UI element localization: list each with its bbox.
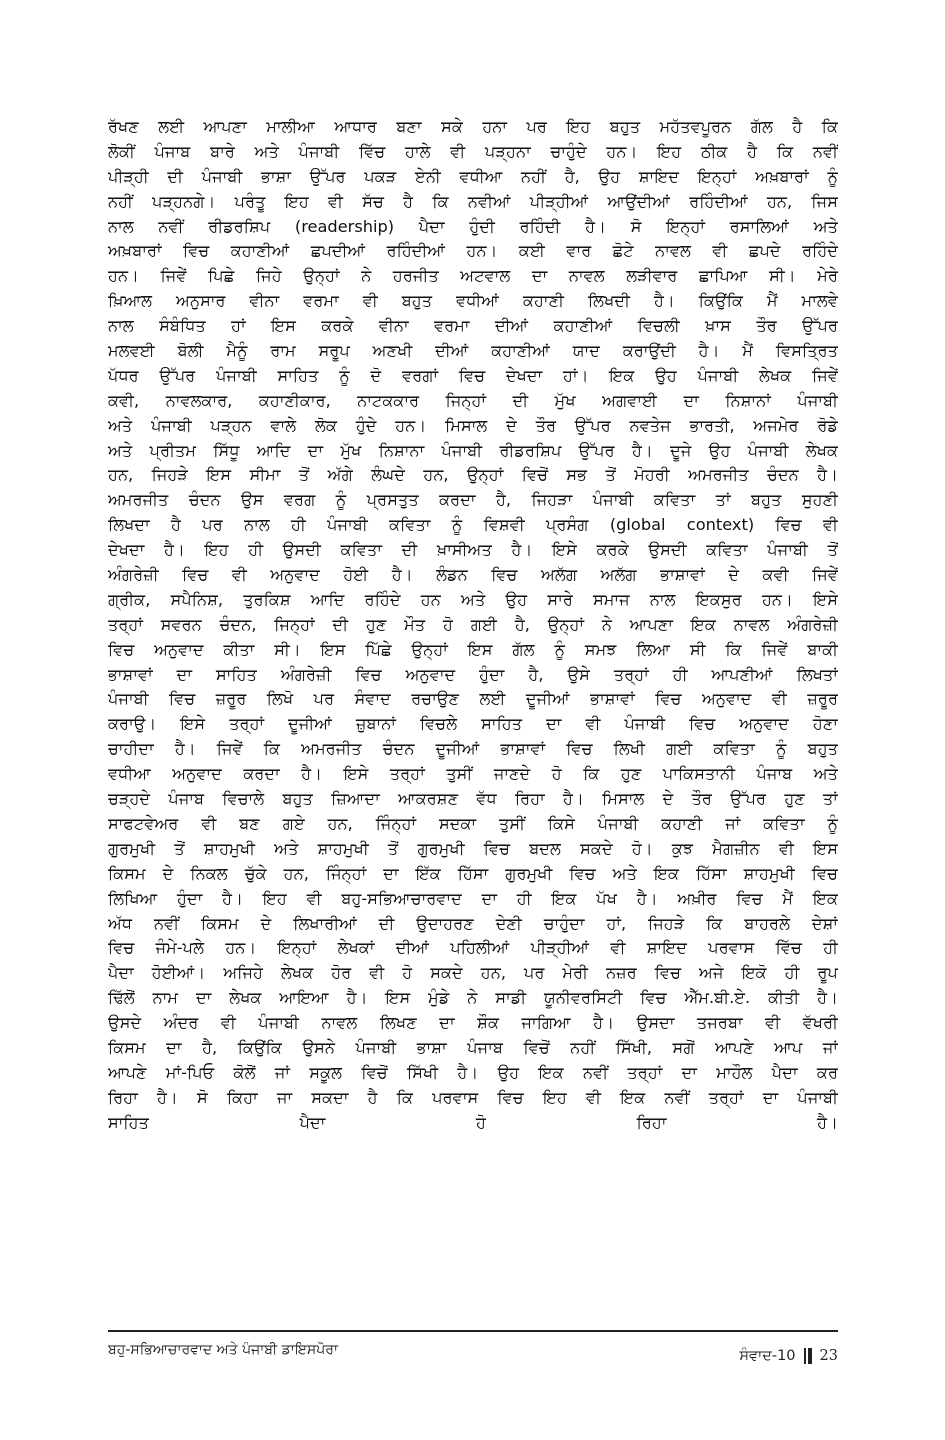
text-line <box>108 1136 838 1161</box>
text-line: ਲੋਕੀਂ ਪੰਜਾਬ ਬਾਰੇ ਅਤੇ ਪੰਜਾਬੀ ਵਿੱਚ ਹਾਲੇ ਵੀ ਪੜ੍ਹਨਾ ਚਾਹੁੰਦੇ ਹਨ। ਇਹ ਠੀਕ ਹੈ ਕਿ ਨਵੀਂ <box>108 141 838 161</box>
text-line: ਕਰਾਉ। ਇਸੇ ਤਰ੍ਹਾਂ ਦੂਜੀਆਂ ਜ਼ੁਬਾਨਾਂ ਵਿਚਲੇ ਸਾਹਿਤ ਦਾ ਵੀ ਪੰਜਾਬੀ ਵਿਚ ਅਨੁਵਾਦ ਹੋਣਾ <box>108 714 838 734</box>
text-line: ਪੰਜਾਬੀ ਵਿਚ ਜ਼ਰੂਰ ਲਿਖੋ ਪਰ ਸੰਵਾਦ ਰਚਾਉਣ ਲਈ ਦੂਜੀਆਂ ਭਾਸ਼ਾਵਾਂ ਵਿਚ ਅਨੁਵਾਦ ਵੀ ਜ਼ਰੂਰ <box>108 689 838 709</box>
text-line: ਅਮਰਜੀਤ ਚੰਦਨ ਉਸ ਵਰਗ ਨੂੰ ਪ੍ਰਸਤੁਤ ਕਰਦਾ ਹੈ, ਜਿਹੜਾ ਪੰਜਾਬੀ ਕਵਿਤਾ ਤਾਂ ਬਹੁਤ ਸੁਹਣੀ <box>108 490 838 510</box>
text-line: ਦੇਖਦਾ ਹੈ। ਇਹ ਹੀ ਉਸਦੀ ਕਵਿਤਾ ਦੀ ਖ਼ਾਸੀਅਤ ਹੈ। ਇਸੇ ਕਰਕੇ ਉਸਦੀ ਕਵਿਤਾ ਪੰਜਾਬੀ ਤੋਂ <box>108 540 838 560</box>
text-line: ਅਤੇ ਪੰਜਾਬੀ ਪੜ੍ਹਨ ਵਾਲੇ ਲੋਕ ਹੁੰਦੇ ਹਨ। ਮਿਸਾਲ ਦੇ ਤੌਰ ਉੱਪਰ ਨਵਤੇਜ ਭਾਰਤੀ, ਅਜਮੇਰ ਰੋਡੇ <box>108 415 838 435</box>
text-line: ਕਿਸਮ ਦੇ ਨਿਕਲ ਚੁੱਕੇ ਹਨ, ਜਿੰਨ੍ਹਾਂ ਦਾ ਇੱਕ ਹਿੱਸਾ ਗੁਰਮੁਖੀ ਵਿਚ ਅਤੇ ਇਕ ਹਿੱਸਾ ਸ਼ਾਹਮੁਖੀ ਵਿਚ <box>108 863 838 883</box>
text-line: ਤਰ੍ਹਾਂ ਸਵਰਨ ਚੰਦਨ, ਜਿਨ੍ਹਾਂ ਦੀ ਹੁਣ ਮੌਤ ਹੋ ਗਈ ਹੈ, ਉਨ੍ਹਾਂ ਨੇ ਆਪਣਾ ਇਕ ਨਾਵਲ ਅੰਗਰੇਜ਼ੀ <box>108 614 838 634</box>
text-line: ਨਾਲ ਸੰਬੰਧਿਤ ਹਾਂ ਇਸ ਕਰਕੇ ਵੀਨਾ ਵਰਮਾ ਦੀਆਂ ਕਹਾਣੀਆਂ ਵਿਚਲੀ ਖ਼ਾਸ ਤੌਰ ਉੱਪਰ <box>108 316 838 336</box>
separator-bars-icon <box>804 1348 812 1364</box>
text-line: ਲਿਖਿਆ ਹੁੰਦਾ ਹੈ। ਇਹ ਵੀ ਬਹੁ-ਸਭਿਆਚਾਰਵਾਦ ਦਾ ਹੀ ਇਕ ਪੱਖ ਹੈ। ਅਖ਼ੀਰ ਵਿਚ ਮੈਂ ਇਕ <box>108 888 838 908</box>
text-line: ਉਸਦੇ ਅੰਦਰ ਵੀ ਪੰਜਾਬੀ ਨਾਵਲ ਲਿਖਣ ਦਾ ਸ਼ੌਕ ਜਾਗਿਆ ਹੈ। ਉਸਦਾ ਤਜਰਬਾ ਵੀ ਵੱਖਰੀ <box>108 1013 838 1033</box>
text-line: ਢਿੱਲੋਂ ਨਾਮ ਦਾ ਲੇਖਕ ਆਇਆ ਹੈ। ਇਸ ਮੁੰਡੇ ਨੇ ਸਾਡੀ ਯੂਨੀਵਰਸਿਟੀ ਵਿਚ ਐੱਮ.ਬੀ.ਏ. ਕੀਤੀ ਹੈ। <box>108 988 838 1008</box>
text-line: ਪੱਧਰ ਉੱਪਰ ਪੰਜਾਬੀ ਸਾਹਿਤ ਨੂੰ ਦੋ ਵਰਗਾਂ ਵਿਚ ਦੇਖਦਾ ਹਾਂ। ਇਕ ਉਹ ਪੰਜਾਬੀ ਲੇਖਕ ਜਿਵੇਂ <box>108 365 838 385</box>
text-line: ਕਵੀ, ਨਾਵਲਕਾਰ, ਕਹਾਣੀਕਾਰ, ਨਾਟਕਕਾਰ ਜਿਨ੍ਹਾਂ ਦੀ ਮੁੱਖ ਅਗਵਾਈ ਦਾ ਨਿਸ਼ਾਨਾਂ ਪੰਜਾਬੀ <box>108 390 838 410</box>
body-text <box>108 115 838 1160</box>
text-line: ਗੁਰਮੁਖੀ ਤੋਂ ਸ਼ਾਹਮੁਖੀ ਅਤੇ ਸ਼ਾਹਮੁਖੀ ਤੋਂ ਗੁਰਮੁਖੀ ਵਿਚ ਬਦਲ ਸਕਦੇ ਹੋ। ਕੁਝ ਮੈਗਜ਼ੀਨ ਵੀ ਇਸ <box>108 838 838 858</box>
text-line: ਰੱਖਣ ਲਈ ਆਪਣਾ ਮਾਲੀਆ ਆਧਾਰ ਬਣਾ ਸਕੇ ਹਨਾ ਪਰ ਇਹ ਬਹੁਤ ਮਹੱਤਵਪੂਰਨ ਗੱਲ ਹੈ ਕਿ <box>108 117 838 136</box>
text-line: ਚਾਹੀਦਾ ਹੈ। ਜਿਵੇਂ ਕਿ ਅਮਰਜੀਤ ਚੰਦਨ ਦੂਜੀਆਂ ਭਾਸ਼ਾਵਾਂ ਵਿਚ ਲਿਖੀ ਗਈ ਕਵਿਤਾ ਨੂੰ ਬਹੁਤ <box>108 739 838 759</box>
text-line: ਰਿਹਾ ਹੈ। ਸੋ ਕਿਹਾ ਜਾ ਸਕਦਾ ਹੈ ਕਿ ਪਰਵਾਸ ਵਿਚ ਇਹ ਵੀ ਇਕ ਨਵੀਂ ਤਰ੍ਹਾਂ ਦਾ ਪੰਜਾਬੀ <box>108 1087 838 1107</box>
text-line: ਭਾਸ਼ਾਵਾਂ ਦਾ ਸਾਹਿਤ ਅੰਗਰੇਜ਼ੀ ਵਿਚ ਅਨੁਵਾਦ ਹੁੰਦਾ ਹੈ, ਉਸੇ ਤਰ੍ਹਾਂ ਹੀ ਆਪਣੀਆਂ ਲਿਖਤਾਂ <box>108 664 838 684</box>
page-number: 23 <box>819 1348 838 1364</box>
text-line: ਨਹੀਂ ਪੜ੍ਹਨਗੇ। ਪਰੰਤੂ ਇਹ ਵੀ ਸੱਚ ਹੈ ਕਿ ਨਵੀਆਂ ਪੀੜ੍ਹੀਆਂ ਆਉਂਦੀਆਂ ਰਹਿੰਦੀਆਂ ਹਨ, ਜਿਸ <box>108 191 838 211</box>
footer-rule <box>108 1330 838 1332</box>
text-line: ਸਾਫਟਵੇਅਰ ਵੀ ਬਣ ਗਏ ਹਨ, ਜਿੰਨ੍ਹਾਂ ਸਦਕਾ ਤੁਸੀਂ ਕਿਸੇ ਪੰਜਾਬੀ ਕਹਾਣੀ ਜਾਂ ਕਵਿਤਾ ਨੂੰ <box>108 813 838 833</box>
text-line: ਗ੍ਰੀਕ, ਸਪੈਨਿਸ਼, ਤੁਰਕਿਸ਼ ਆਦਿ ਰਹਿੰਦੇ ਹਨ ਅਤੇ ਉਹ ਸਾਰੇ ਸਮਾਜ ਨਾਲ ਇਕਸੁਰ ਹਨ। ਇਸੇ <box>108 589 838 609</box>
text-line: ਵਿਚ ਜੰਮੇ-ਪਲੇ ਹਨ। ਇਨ੍ਹਾਂ ਲੇਖਕਾਂ ਦੀਆਂ ਪਹਿਲੀਆਂ ਪੀੜ੍ਹੀਆਂ ਵੀ ਸ਼ਾਇਦ ਪਰਵਾਸ ਵਿੱਚ ਹੀ <box>108 938 838 958</box>
text-line: ਪੈਦਾ ਹੋਈਆਂ। ਅਜਿਹੇ ਲੇਖਕ ਹੋਰ ਵੀ ਹੋ ਸਕਦੇ ਹਨ, ਪਰ ਮੇਰੀ ਨਜ਼ਰ ਵਿਚ ਅਜੇ ਇਕੋ ਹੀ ਰੂਪ <box>108 963 838 983</box>
text-line: ਮਲਵਈ ਬੋਲੀ ਮੈਨੂੰ ਰਾਮ ਸਰੂਪ ਅਣਖੀ ਦੀਆਂ ਕਹਾਣੀਆਂ ਯਾਦ ਕਰਾਉਂਦੀ ਹੈ। ਮੈਂ ਵਿਸਤ੍ਰਿਤ <box>108 341 838 361</box>
text-line: ਅਖ਼ਬਾਰਾਂ ਵਿਚ ਕਹਾਣੀਆਂ ਛਪਦੀਆਂ ਰਹਿੰਦੀਆਂ ਹਨ। ਕਈ ਵਾਰ ਛੋਟੇ ਨਾਵਲ ਵੀ ਛਪਦੇ ਰਹਿੰਦੇ <box>108 241 838 261</box>
page-footer <box>108 1336 838 1366</box>
text-line: ਆਪਣੇ ਮਾਂ-ਪਿਓ ਕੋਲੋਂ ਜਾਂ ਸਕੂਲ ਵਿਚੋਂ ਸਿੱਖੀ ਹੈ। ਉਹ ਇਕ ਨਵੀਂ ਤਰ੍ਹਾਂ ਦਾ ਮਾਹੌਲ ਪੈਦਾ ਕਰ <box>108 1062 838 1082</box>
text-line: ਅਤੇ ਪ੍ਰੀਤਮ ਸਿੱਧੂ ਆਦਿ ਦਾ ਮੁੱਖ ਨਿਸ਼ਾਨਾ ਪੰਜਾਬੀ ਰੀਡਰਸ਼ਿਪ ਉੱਪਰ ਹੈ। ਦੂਜੇ ਉਹ ਪੰਜਾਬੀ ਲੇਖਕ <box>108 440 838 460</box>
text-line: ਹਨ, ਜਿਹੜੇ ਇਸ ਸੀਮਾ ਤੋਂ ਅੱਗੇ ਲੰਘਦੇ ਹਨ, ਉਨ੍ਹਾਂ ਵਿਚੋਂ ਸਭ ਤੋਂ ਮੋਹਰੀ ਅਮਰਜੀਤ ਚੰਦਨ ਹੈ। <box>108 465 838 485</box>
text-line: ਚੜ੍ਹਦੇ ਪੰਜਾਬ ਵਿਚਾਲੇ ਬਹੁਤ ਜ਼ਿਆਦਾ ਆਕਰਸ਼ਣ ਵੱਧ ਰਿਹਾ ਹੈ। ਮਿਸਾਲ ਦੇ ਤੌਰ ਉੱਪਰ ਹੁਣ ਤਾਂ <box>108 789 838 809</box>
text-line: ਸਾਹਿਤ ਪੈਦਾ ਹੋ ਰਿਹਾ ਹੈ। <box>108 1112 838 1132</box>
text-line: ਵਧੀਆ ਅਨੁਵਾਦ ਕਰਦਾ ਹੈ। ਇਸੇ ਤਰ੍ਹਾਂ ਤੁਸੀਂ ਜਾਣਦੇ ਹੋ ਕਿ ਹੁਣ ਪਾਕਿਸਤਾਨੀ ਪੰਜਾਬ ਅਤੇ <box>108 764 838 784</box>
text-line: ਲਿਖਦਾ ਹੈ ਪਰ ਨਾਲ ਹੀ ਪੰਜਾਬੀ ਕਵਿਤਾ ਨੂੰ ਵਿਸ਼ਵੀ ਪ੍ਰਸੰਗ (global context) ਵਿਚ ਵੀ <box>108 515 838 535</box>
text-line: ਨਾਲ ਨਵੀਂ ਰੀਡਰਸ਼ਿਪ (readership) ਪੈਦਾ ਹੁੰਦੀ ਰਹਿੰਦੀ ਹੈ। ਸੋ ਇਨ੍ਹਾਂ ਰਸਾਲਿਆਂ ਅਤੇ <box>108 216 838 236</box>
text-line: ਅੱਧ ਨਵੀਂ ਕਿਸਮ ਦੇ ਲਿਖਾਰੀਆਂ ਦੀ ਉਦਾਹਰਣ ਦੇਣੀ ਚਾਹੁੰਦਾ ਹਾਂ, ਜਿਹੜੇ ਕਿ ਬਾਹਰਲੇ ਦੇਸ਼ਾਂ <box>108 913 838 933</box>
running-title: ਬਹੁ-ਸਭਿਆਚਾਰਵਾਦ ਅਤੇ ਪੰਜਾਬੀ ਡਾਇਸਪੋਰਾ <box>108 1342 338 1358</box>
footer-folio <box>739 1342 838 1370</box>
journal-name: ਸੰਵਾਦ-10 <box>739 1348 796 1364</box>
text-line: ਖ਼ਿਆਲ ਅਨੁਸਾਰ ਵੀਨਾ ਵਰਮਾ ਵੀ ਬਹੁਤ ਵਧੀਆਂ ਕਹਾਣੀ ਲਿਖਦੀ ਹੈ। ਕਿਉਂਕਿ ਮੈਂ ਮਾਲਵੇ <box>108 291 838 311</box>
text-line: ਕਿਸਮ ਦਾ ਹੈ, ਕਿਉਂਕਿ ਉਸਨੇ ਪੰਜਾਬੀ ਭਾਸ਼ਾ ਪੰਜਾਬ ਵਿਚੋਂ ਨਹੀਂ ਸਿੱਖੀ, ਸਗੋਂ ਆਪਣੇ ਆਪ ਜਾਂ <box>108 1037 838 1057</box>
text-line: ਪੀੜ੍ਹੀ ਦੀ ਪੰਜਾਬੀ ਭਾਸ਼ਾ ਉੱਪਰ ਪਕੜ ਏਨੀ ਵਧੀਆ ਨਹੀਂ ਹੈ, ਉਹ ਸ਼ਾਇਦ ਇਨ੍ਹਾਂ ਅਖ਼ਬਾਰਾਂ ਨੂੰ <box>108 166 838 186</box>
text-line: ਹਨ। ਜਿਵੇਂ ਪਿਛੇ ਜਿਹੇ ਉਨ੍ਹਾਂ ਨੇ ਹਰਜੀਤ ਅਟਵਾਲ ਦਾ ਨਾਵਲ ਲੜੀਵਾਰ ਛਾਪਿਆ ਸੀ। ਮੇਰੇ <box>108 266 838 286</box>
text-line: ਵਿਚ ਅਨੁਵਾਦ ਕੀਤਾ ਸੀ। ਇਸ ਪਿੱਛੇ ਉਨ੍ਹਾਂ ਇਸ ਗੱਲ ਨੂੰ ਸਮਝ ਲਿਆ ਸੀ ਕਿ ਜਿਵੇਂ ਬਾਕੀ <box>108 639 838 659</box>
text-line: ਅੰਗਰੇਜ਼ੀ ਵਿਚ ਵੀ ਅਨੁਵਾਦ ਹੋਈ ਹੈ। ਲੰਡਨ ਵਿਚ ਅਲੱਗ ਅਲੱਗ ਭਾਸ਼ਾਵਾਂ ਦੇ ਕਵੀ ਜਿਵੇਂ <box>108 565 838 585</box>
